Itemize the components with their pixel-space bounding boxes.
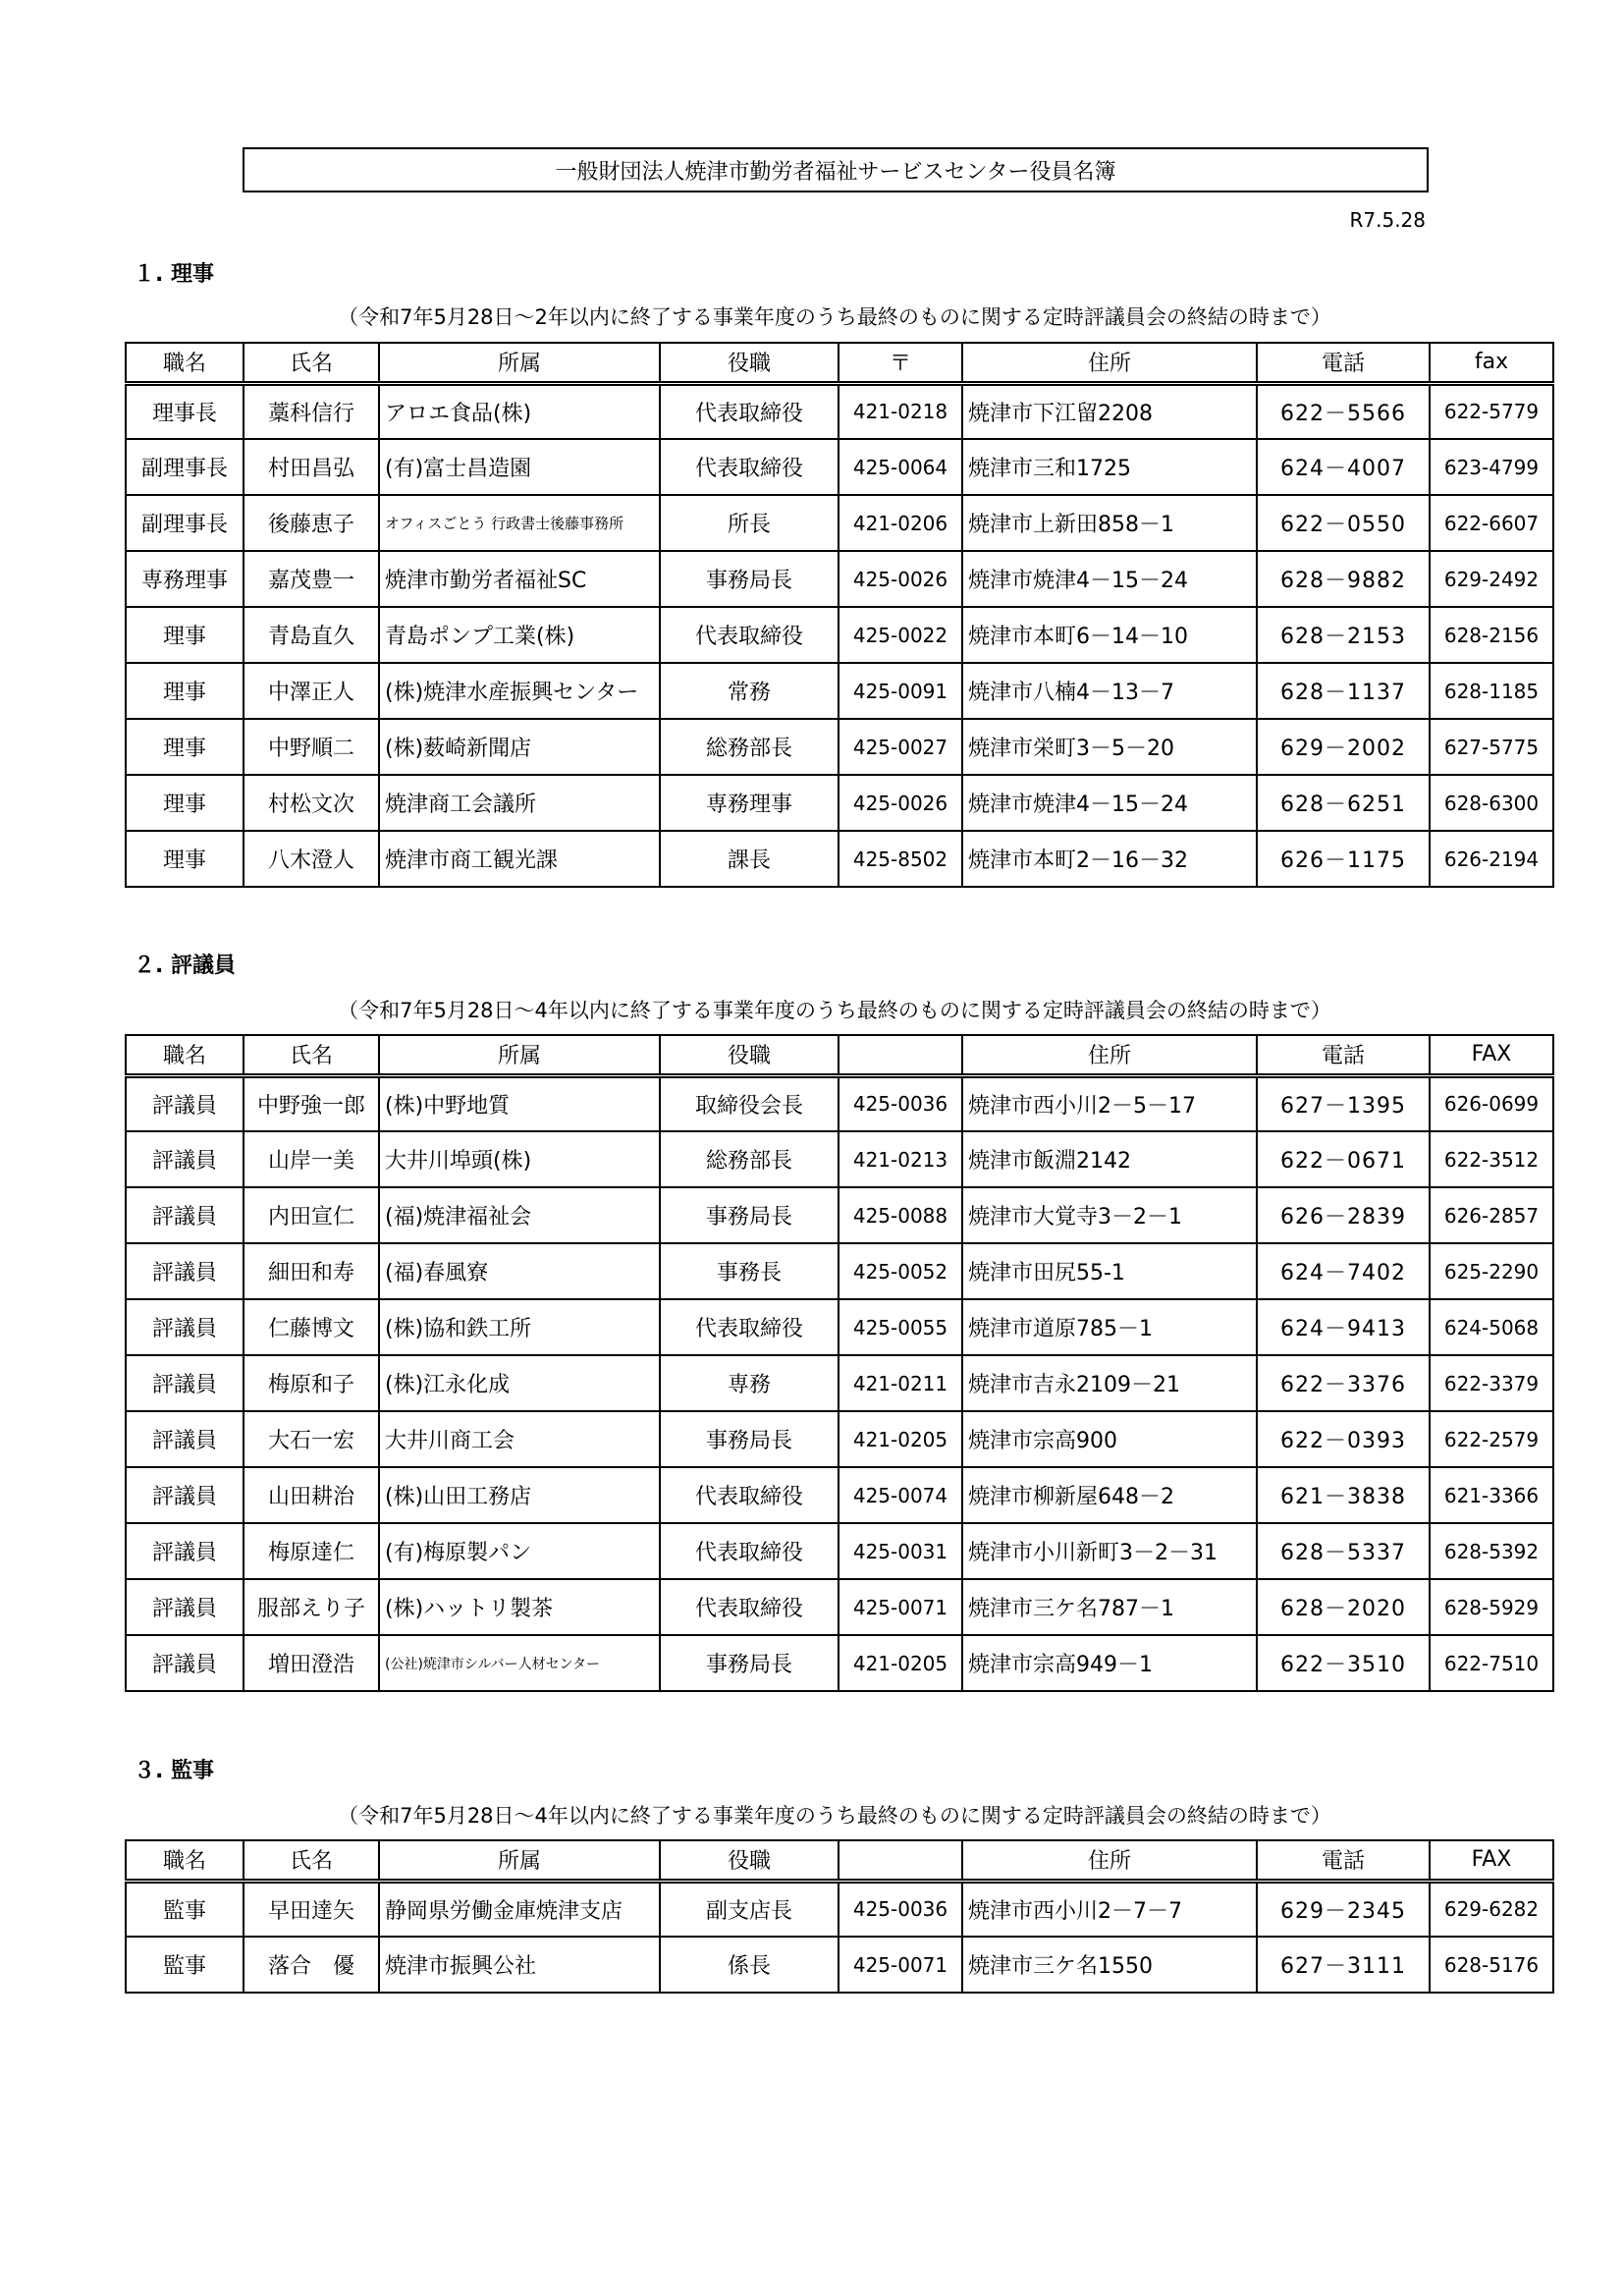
affiliation-cell: (株)江永化成 (379, 1355, 660, 1411)
phone-cell: 628－9882 (1257, 551, 1430, 607)
fax-cell: 626-2194 (1430, 831, 1553, 887)
column-header: 役職 (660, 1840, 839, 1881)
councilors-table-body (126, 1035, 1553, 1691)
column-header: 職名 (126, 343, 244, 383)
column-header: 〒 (839, 343, 962, 383)
section-heading-councilors: ２. 評議員 (134, 954, 237, 978)
postal-code-cell: 425-0036 (839, 1881, 962, 1937)
affiliation-cell: 焼津市勤労者福祉SC (379, 551, 660, 607)
title-cell: 評議員 (126, 1187, 244, 1243)
phone-cell: 629－2002 (1257, 719, 1430, 775)
name-cell: 藁科信行 (244, 383, 379, 439)
name-cell: 山岸一美 (244, 1131, 379, 1187)
fax-cell: 621-3366 (1430, 1467, 1553, 1523)
title-cell: 評議員 (126, 1075, 244, 1131)
position-cell: 所長 (660, 495, 839, 551)
affiliation-cell: (有)梅原製パン (379, 1523, 660, 1579)
table-row (126, 1635, 1553, 1691)
table-row (126, 383, 1553, 439)
address-cell: 焼津市宗高949－1 (962, 1635, 1257, 1691)
table-row (126, 1187, 1553, 1243)
column-header: 電話 (1257, 343, 1430, 383)
title-cell: 理事 (126, 831, 244, 887)
title-cell: 監事 (126, 1881, 244, 1937)
affiliation-cell: 焼津市振興公社 (379, 1937, 660, 1993)
affiliation-cell: 焼津商工会議所 (379, 775, 660, 831)
title-cell: 評議員 (126, 1243, 244, 1299)
name-cell: 中野強一郎 (244, 1075, 379, 1131)
position-cell: 代表取締役 (660, 1579, 839, 1635)
column-header: 住所 (962, 1035, 1257, 1075)
fax-cell: 629-2492 (1430, 551, 1553, 607)
phone-cell: 626－2839 (1257, 1187, 1430, 1243)
position-cell: 専務 (660, 1355, 839, 1411)
address-cell: 焼津市飯淵2142 (962, 1131, 1257, 1187)
postal-code-cell: 421-0213 (839, 1131, 962, 1187)
table-row (126, 1075, 1553, 1131)
phone-cell: 622－5566 (1257, 383, 1430, 439)
title-cell: 評議員 (126, 1299, 244, 1355)
table-row (126, 551, 1553, 607)
position-cell: 常務 (660, 663, 839, 719)
term-note-directors: （令和7年5月28日～2年以内に終了する事業年度のうち最終のものに関する定時評議員会の終結の時まで） (338, 305, 1331, 329)
position-cell: 事務局長 (660, 1187, 839, 1243)
address-cell: 焼津市焼津4－15－24 (962, 775, 1257, 831)
table-row (126, 495, 1553, 551)
position-cell: 代表取締役 (660, 607, 839, 663)
address-cell: 焼津市吉永2109－21 (962, 1355, 1257, 1411)
table-row (126, 1411, 1553, 1467)
address-cell: 焼津市上新田858－1 (962, 495, 1257, 551)
address-cell: 焼津市下江留2208 (962, 383, 1257, 439)
fax-cell: 624-5068 (1430, 1299, 1553, 1355)
auditors-table (125, 1839, 1554, 1994)
address-cell: 焼津市西小川2－5－17 (962, 1075, 1257, 1131)
affiliation-cell: 大井川商工会 (379, 1411, 660, 1467)
name-cell: 八木澄人 (244, 831, 379, 887)
document-title: 一般財団法人焼津市勤労者福祉サービスセンター役員名簿 (243, 147, 1429, 192)
column-header: 所属 (379, 1035, 660, 1075)
phone-cell: 628－2020 (1257, 1579, 1430, 1635)
affiliation-cell: 焼津市商工観光課 (379, 831, 660, 887)
fax-cell: 628-5176 (1430, 1937, 1553, 1993)
fax-cell: 629-6282 (1430, 1881, 1553, 1937)
position-cell: 総務部長 (660, 719, 839, 775)
column-header (839, 1840, 962, 1881)
fax-cell: 622-2579 (1430, 1411, 1553, 1467)
position-cell: 代表取締役 (660, 1467, 839, 1523)
name-cell: 細田和寿 (244, 1243, 379, 1299)
address-cell: 焼津市宗高900 (962, 1411, 1257, 1467)
fax-cell: 628-1185 (1430, 663, 1553, 719)
phone-cell: 627－3111 (1257, 1937, 1430, 1993)
fax-cell: 622-3379 (1430, 1355, 1553, 1411)
column-header: 電話 (1257, 1035, 1430, 1075)
address-cell: 焼津市大覚寺3－2－1 (962, 1187, 1257, 1243)
postal-code-cell: 425-0064 (839, 439, 962, 495)
fax-cell: 626-0699 (1430, 1075, 1553, 1131)
position-cell: 課長 (660, 831, 839, 887)
title-cell: 評議員 (126, 1355, 244, 1411)
affiliation-cell: (福)焼津福祉会 (379, 1187, 660, 1243)
postal-code-cell: 421-0211 (839, 1355, 962, 1411)
address-cell: 焼津市栄町3－5－20 (962, 719, 1257, 775)
affiliation-cell: 大井川埠頭(株) (379, 1131, 660, 1187)
phone-cell: 628－5337 (1257, 1523, 1430, 1579)
fax-cell: 628-6300 (1430, 775, 1553, 831)
name-cell: 早田達矢 (244, 1881, 379, 1937)
address-cell: 焼津市田尻55-1 (962, 1243, 1257, 1299)
fax-cell: 626-2857 (1430, 1187, 1553, 1243)
affiliation-cell: (株)中野地質 (379, 1075, 660, 1131)
title-cell: 理事 (126, 607, 244, 663)
phone-cell: 622－0550 (1257, 495, 1430, 551)
position-cell: 代表取締役 (660, 439, 839, 495)
table-row (126, 1467, 1553, 1523)
position-cell: 事務長 (660, 1243, 839, 1299)
title-cell: 理事 (126, 719, 244, 775)
affiliation-cell: オフィスごとう 行政書士後藤事務所 (379, 495, 660, 551)
position-cell: 事務局長 (660, 551, 839, 607)
name-cell: 村松文次 (244, 775, 379, 831)
fax-cell: 622-6607 (1430, 495, 1553, 551)
position-cell: 代表取締役 (660, 1523, 839, 1579)
address-cell: 焼津市三ケ名1550 (962, 1937, 1257, 1993)
table-row (126, 775, 1553, 831)
name-cell: 仁藤博文 (244, 1299, 379, 1355)
address-cell: 焼津市本町6－14－10 (962, 607, 1257, 663)
table-row (126, 1243, 1553, 1299)
title-cell: 評議員 (126, 1635, 244, 1691)
name-cell: 大石一宏 (244, 1411, 379, 1467)
affiliation-cell: (有)富士昌造園 (379, 439, 660, 495)
column-header: 役職 (660, 343, 839, 383)
affiliation-cell: (福)春風寮 (379, 1243, 660, 1299)
postal-code-cell: 421-0206 (839, 495, 962, 551)
column-header: 住所 (962, 1840, 1257, 1881)
phone-cell: 624－4007 (1257, 439, 1430, 495)
table-row (126, 1523, 1553, 1579)
table-row (126, 1355, 1553, 1411)
table-row (126, 719, 1553, 775)
phone-cell: 624－7402 (1257, 1243, 1430, 1299)
address-cell: 焼津市八楠4－13－7 (962, 663, 1257, 719)
column-header: 職名 (126, 1035, 244, 1075)
name-cell: 村田昌弘 (244, 439, 379, 495)
postal-code-cell: 425-0055 (839, 1299, 962, 1355)
phone-cell: 626－1175 (1257, 831, 1430, 887)
title-cell: 副理事長 (126, 495, 244, 551)
fax-cell: 627-5775 (1430, 719, 1553, 775)
position-cell: 総務部長 (660, 1131, 839, 1187)
phone-cell: 628－6251 (1257, 775, 1430, 831)
name-cell: 増田澄浩 (244, 1635, 379, 1691)
fax-cell: 623-4799 (1430, 439, 1553, 495)
section-heading-directors: １. 理事 (134, 262, 215, 287)
fax-cell: 628-5392 (1430, 1523, 1553, 1579)
address-cell: 焼津市焼津4－15－24 (962, 551, 1257, 607)
phone-cell: 621－3838 (1257, 1467, 1430, 1523)
fax-cell: 628-5929 (1430, 1579, 1553, 1635)
fax-cell: 622-7510 (1430, 1635, 1553, 1691)
phone-cell: 628－2153 (1257, 607, 1430, 663)
affiliation-cell: 静岡県労働金庫焼津支店 (379, 1881, 660, 1937)
address-cell: 焼津市三ケ名787－1 (962, 1579, 1257, 1635)
name-cell: 青島直久 (244, 607, 379, 663)
column-header: 住所 (962, 343, 1257, 383)
table-row (126, 439, 1553, 495)
address-cell: 焼津市本町2－16－32 (962, 831, 1257, 887)
postal-code-cell: 421-0218 (839, 383, 962, 439)
column-header: 氏名 (244, 1840, 379, 1881)
column-header: 所属 (379, 343, 660, 383)
name-cell: 山田耕治 (244, 1467, 379, 1523)
phone-cell: 622－0671 (1257, 1131, 1430, 1187)
table-header-row (126, 1035, 1553, 1075)
postal-code-cell: 425-0036 (839, 1075, 962, 1131)
table-row (126, 1579, 1553, 1635)
address-cell: 焼津市西小川2－7－7 (962, 1881, 1257, 1937)
phone-cell: 622－0393 (1257, 1411, 1430, 1467)
fax-cell: 625-2290 (1430, 1243, 1553, 1299)
phone-cell: 622－3510 (1257, 1635, 1430, 1691)
title-cell: 専務理事 (126, 551, 244, 607)
postal-code-cell: 425-0026 (839, 775, 962, 831)
table-row (126, 1937, 1553, 1993)
title-cell: 理事 (126, 775, 244, 831)
document-date: R7.5.28 (1349, 208, 1426, 232)
affiliation-cell: (株)焼津水産振興センター (379, 663, 660, 719)
title-cell: 評議員 (126, 1579, 244, 1635)
position-cell: 副支店長 (660, 1881, 839, 1937)
postal-code-cell: 425-0052 (839, 1243, 962, 1299)
column-header: FAX (1430, 1035, 1553, 1075)
table-header-row (126, 343, 1553, 383)
postal-code-cell: 425-0031 (839, 1523, 962, 1579)
address-cell: 焼津市柳新屋648－2 (962, 1467, 1257, 1523)
affiliation-cell: 青島ポンプ工業(株) (379, 607, 660, 663)
title-cell: 理事長 (126, 383, 244, 439)
postal-code-cell: 425-0022 (839, 607, 962, 663)
phone-cell: 629－2345 (1257, 1881, 1430, 1937)
column-header: 職名 (126, 1840, 244, 1881)
phone-cell: 627－1395 (1257, 1075, 1430, 1131)
column-header: 役職 (660, 1035, 839, 1075)
fax-cell: 628-2156 (1430, 607, 1553, 663)
postal-code-cell: 421-0205 (839, 1411, 962, 1467)
table-row (126, 663, 1553, 719)
table-row (126, 1881, 1553, 1937)
column-header: FAX (1430, 1840, 1553, 1881)
phone-cell: 624－9413 (1257, 1299, 1430, 1355)
title-cell: 評議員 (126, 1411, 244, 1467)
position-cell: 専務理事 (660, 775, 839, 831)
name-cell: 後藤恵子 (244, 495, 379, 551)
affiliation-cell: アロエ食品(株) (379, 383, 660, 439)
name-cell: 落合 優 (244, 1937, 379, 1993)
table-row (126, 1299, 1553, 1355)
position-cell: 代表取締役 (660, 383, 839, 439)
name-cell: 梅原和子 (244, 1355, 379, 1411)
name-cell: 梅原達仁 (244, 1523, 379, 1579)
column-header: 電話 (1257, 1840, 1430, 1881)
fax-cell: 622-3512 (1430, 1131, 1553, 1187)
term-note-auditors: （令和7年5月28日～4年以内に終了する事業年度のうち最終のものに関する定時評議員会の終結の時まで） (338, 1804, 1331, 1828)
directors-table-body (126, 343, 1553, 887)
affiliation-cell: (公社)焼津市シルバー人材センター (379, 1635, 660, 1691)
postal-code-cell: 425-0027 (839, 719, 962, 775)
title-cell: 理事 (126, 663, 244, 719)
term-note-councilors: （令和7年5月28日～4年以内に終了する事業年度のうち最終のものに関する定時評議員会の終結の時まで） (338, 999, 1331, 1022)
postal-code-cell: 425-0071 (839, 1937, 962, 1993)
name-cell: 服部えり子 (244, 1579, 379, 1635)
postal-code-cell: 425-0074 (839, 1467, 962, 1523)
name-cell: 中澤正人 (244, 663, 379, 719)
table-row (126, 831, 1553, 887)
phone-cell: 628－1137 (1257, 663, 1430, 719)
postal-code-cell: 425-0088 (839, 1187, 962, 1243)
title-cell: 監事 (126, 1937, 244, 1993)
directors-table (125, 342, 1554, 888)
name-cell: 中野順二 (244, 719, 379, 775)
councilors-table (125, 1034, 1554, 1692)
address-cell: 焼津市三和1725 (962, 439, 1257, 495)
name-cell: 内田宣仁 (244, 1187, 379, 1243)
table-header-row (126, 1840, 1553, 1881)
position-cell: 事務局長 (660, 1635, 839, 1691)
column-header (839, 1035, 962, 1075)
section-heading-auditors: ３. 監事 (134, 1759, 215, 1783)
title-cell: 評議員 (126, 1467, 244, 1523)
address-cell: 焼津市小川新町3－2－31 (962, 1523, 1257, 1579)
name-cell: 嘉茂豊一 (244, 551, 379, 607)
postal-code-cell: 425-0091 (839, 663, 962, 719)
column-header: fax (1430, 343, 1553, 383)
affiliation-cell: (株)ハットリ製茶 (379, 1579, 660, 1635)
position-cell: 代表取締役 (660, 1299, 839, 1355)
postal-code-cell: 425-0026 (839, 551, 962, 607)
title-cell: 副理事長 (126, 439, 244, 495)
title-cell: 評議員 (126, 1523, 244, 1579)
address-cell: 焼津市道原785－1 (962, 1299, 1257, 1355)
fax-cell: 622-5779 (1430, 383, 1553, 439)
affiliation-cell: (株)協和鉄工所 (379, 1299, 660, 1355)
affiliation-cell: (株)山田工務店 (379, 1467, 660, 1523)
position-cell: 取締役会長 (660, 1075, 839, 1131)
position-cell: 係長 (660, 1937, 839, 1993)
postal-code-cell: 425-8502 (839, 831, 962, 887)
phone-cell: 622－3376 (1257, 1355, 1430, 1411)
table-row (126, 1131, 1553, 1187)
auditors-table-body (126, 1840, 1553, 1993)
title-cell: 評議員 (126, 1131, 244, 1187)
column-header: 所属 (379, 1840, 660, 1881)
affiliation-cell: (株)薮崎新聞店 (379, 719, 660, 775)
position-cell: 事務局長 (660, 1411, 839, 1467)
column-header: 氏名 (244, 343, 379, 383)
postal-code-cell: 421-0205 (839, 1635, 962, 1691)
table-row (126, 607, 1553, 663)
postal-code-cell: 425-0071 (839, 1579, 962, 1635)
column-header: 氏名 (244, 1035, 379, 1075)
